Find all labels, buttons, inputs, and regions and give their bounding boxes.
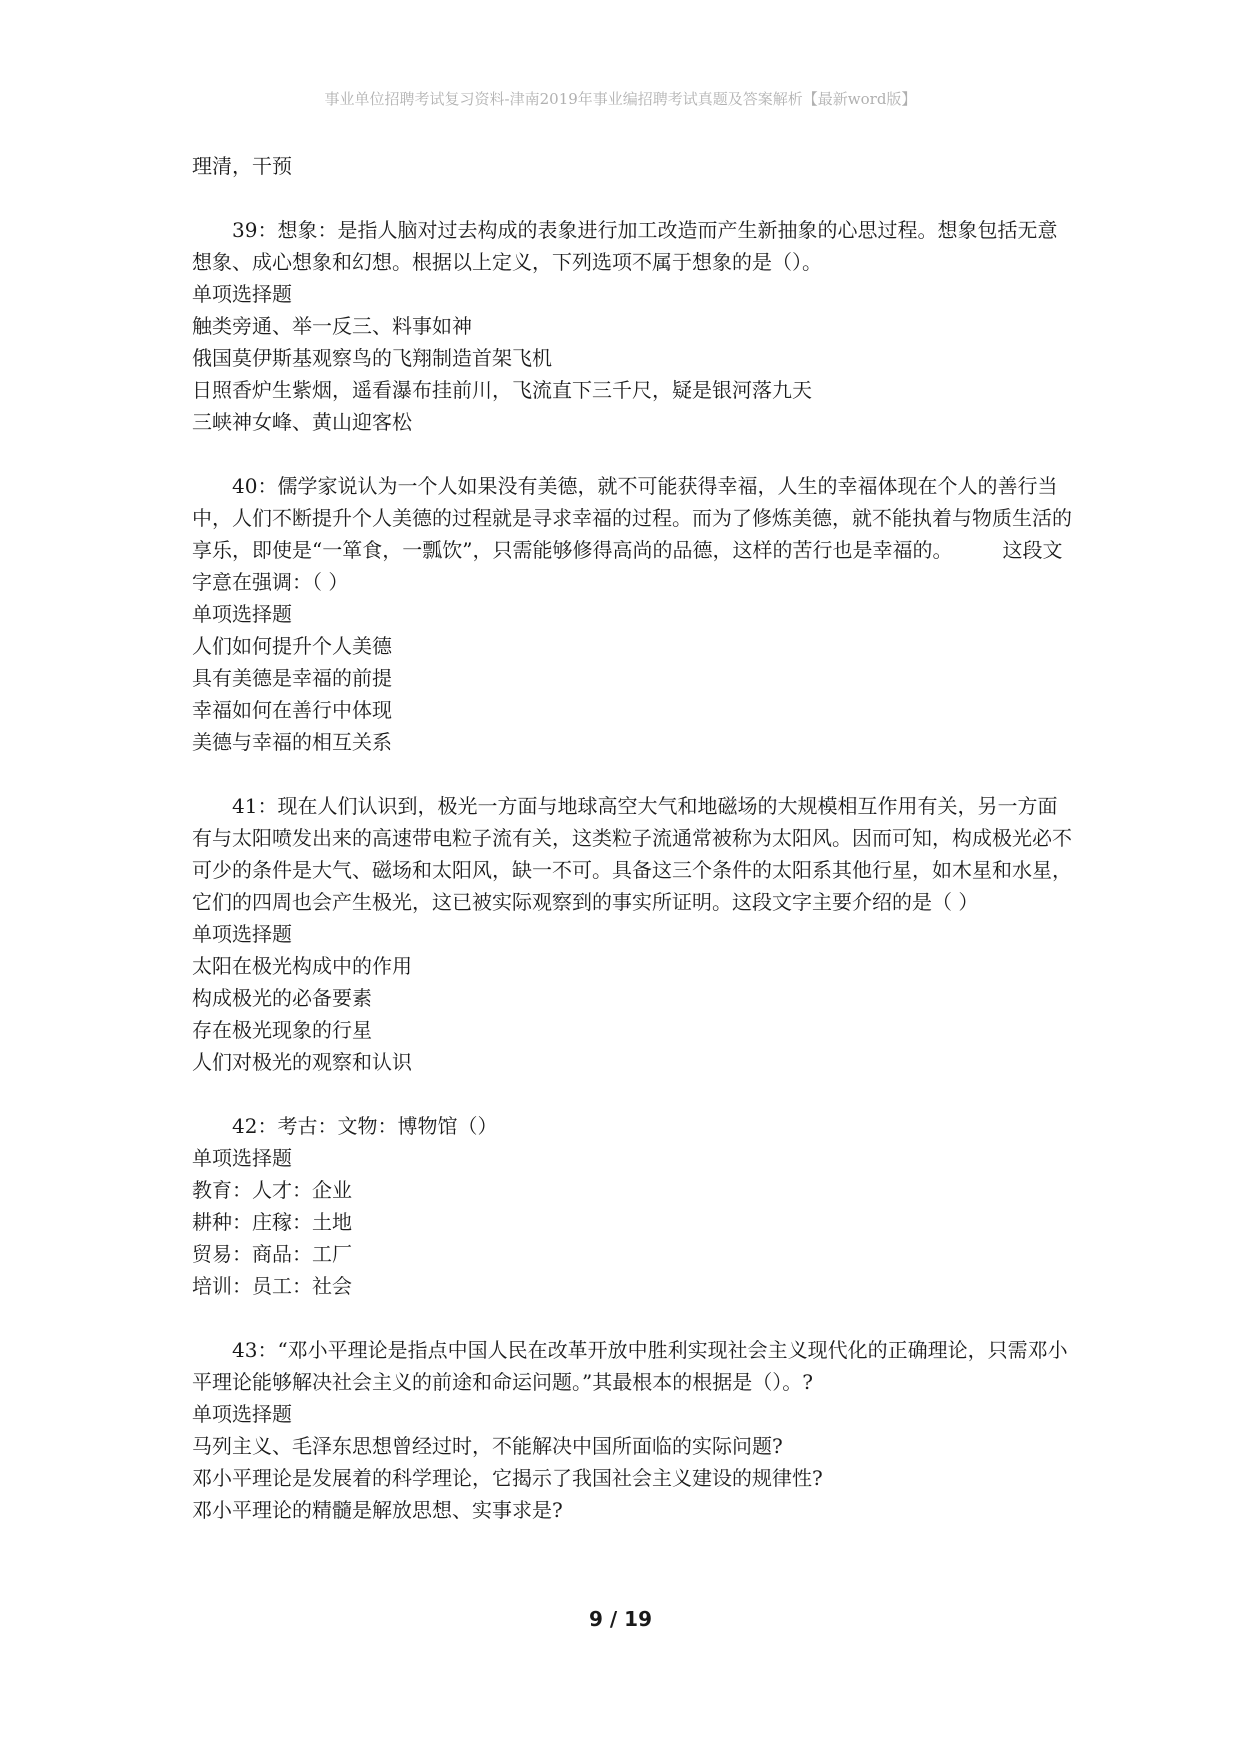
question-stem: 39：想象：是指人脑对过去构成的表象进行加工改造而产生新抽象的心思过程。想象包括无意想象、成心想象和幻想。根据以上定义，下列选项不属于想象的是（）。 <box>192 218 1058 274</box>
option-d: 培训：员工：社会 <box>192 1274 352 1298</box>
option-a: 太阳在极光构成中的作用 <box>192 954 412 978</box>
page-number <box>0 1607 1241 1631</box>
question-40 <box>192 470 1072 758</box>
option-c: 存在极光现象的行星 <box>192 1018 372 1042</box>
document-body <box>192 150 1072 1526</box>
page-header: 事业单位招聘考试复习资料-津南2019年事业编招聘考试真题及答案解析【最新word版】 <box>324 90 917 108</box>
option-d: 美德与幸福的相互关系 <box>192 730 392 754</box>
option-a: 马列主义、毛泽东思想曾经过时，不能解决中国所面临的实际问题? <box>192 1434 783 1458</box>
option-a: 教育：人才：企业 <box>192 1178 352 1202</box>
option-d: 三峡神女峰、黄山迎客松 <box>192 410 412 434</box>
question-42 <box>192 1110 1072 1302</box>
question-41 <box>192 790 1072 1078</box>
option-b: 邓小平理论是发展着的科学理论，它揭示了我国社会主义建设的规律性? <box>192 1466 823 1490</box>
question-43 <box>192 1334 1072 1526</box>
page-current: 9 <box>588 1607 603 1631</box>
question-type: 单项选择题 <box>192 1402 292 1426</box>
option-a: 人们如何提升个人美德 <box>192 634 392 658</box>
carry-over-text: 理清，干预 <box>192 154 292 178</box>
question-stem-tail: 这段文字意在强调：（ ） <box>192 538 1063 594</box>
question-type: 单项选择题 <box>192 922 292 946</box>
option-c: 邓小平理论的精髓是解放思想、实事求是? <box>192 1498 563 1522</box>
option-d: 人们对极光的观察和认识 <box>192 1050 412 1074</box>
option-c: 贸易：商品：工厂 <box>192 1242 352 1266</box>
question-39 <box>192 214 1072 438</box>
page-total: 19 <box>624 1607 652 1631</box>
option-b: 耕种：庄稼：土地 <box>192 1210 352 1234</box>
question-type: 单项选择题 <box>192 602 292 626</box>
option-c: 幸福如何在善行中体现 <box>192 698 392 722</box>
option-a: 触类旁通、举一反三、料事如神 <box>192 314 472 338</box>
question-type: 单项选择题 <box>192 1146 292 1170</box>
question-stem <box>192 470 1072 598</box>
question-stem: 42：考古：文物：博物馆（） <box>232 1114 498 1138</box>
option-b: 具有美德是幸福的前提 <box>192 666 392 690</box>
page-separator: / <box>609 1607 618 1631</box>
question-stem: 43：“邓小平理论是指点中国人民在改革开放中胜利实现社会主义现代化的正确理论，只需邓小平理论能够解决社会主义的前途和命运问题。”其最根本的根据是（）。? <box>192 1338 1068 1394</box>
question-type: 单项选择题 <box>192 282 292 306</box>
question-stem: 41：现在人们认识到，极光一方面与地球高空大气和地磁场的大规模相互作用有关，另一方面有与太阳喷发出来的高速带电粒子流有关，这类粒子流通常被称为太阳风。因而可知，构成极光必不可少的条件是大气、磁场和太阳风，缺一不可。具备这三个条件的太阳系其他行星，如木星和水星，它们的四周也会产生极光，这已被实际观察到的事实所证明。这段文字主要介绍的是（ ） <box>192 794 1072 914</box>
option-c: 日照香炉生紫烟，遥看瀑布挂前川，飞流直下三千尺，疑是银河落九天 <box>192 378 812 402</box>
option-b: 构成极光的必备要素 <box>192 986 372 1010</box>
question-stem-text: 40：儒学家说认为一个人如果没有美德，就不可能获得幸福，人生的幸福体现在个人的善行当中，人们不断提升个人美德的过程就是寻求幸福的过程。而为了修炼美德，就不能执着与物质生活的享乐，即使是“一箪食，一瓢饮”，只需能够修得高尚的品德，这样的苦行也是幸福的。 <box>192 474 1072 562</box>
option-b: 俄国莫伊斯基观察鸟的飞翔制造首架飞机 <box>192 346 552 370</box>
